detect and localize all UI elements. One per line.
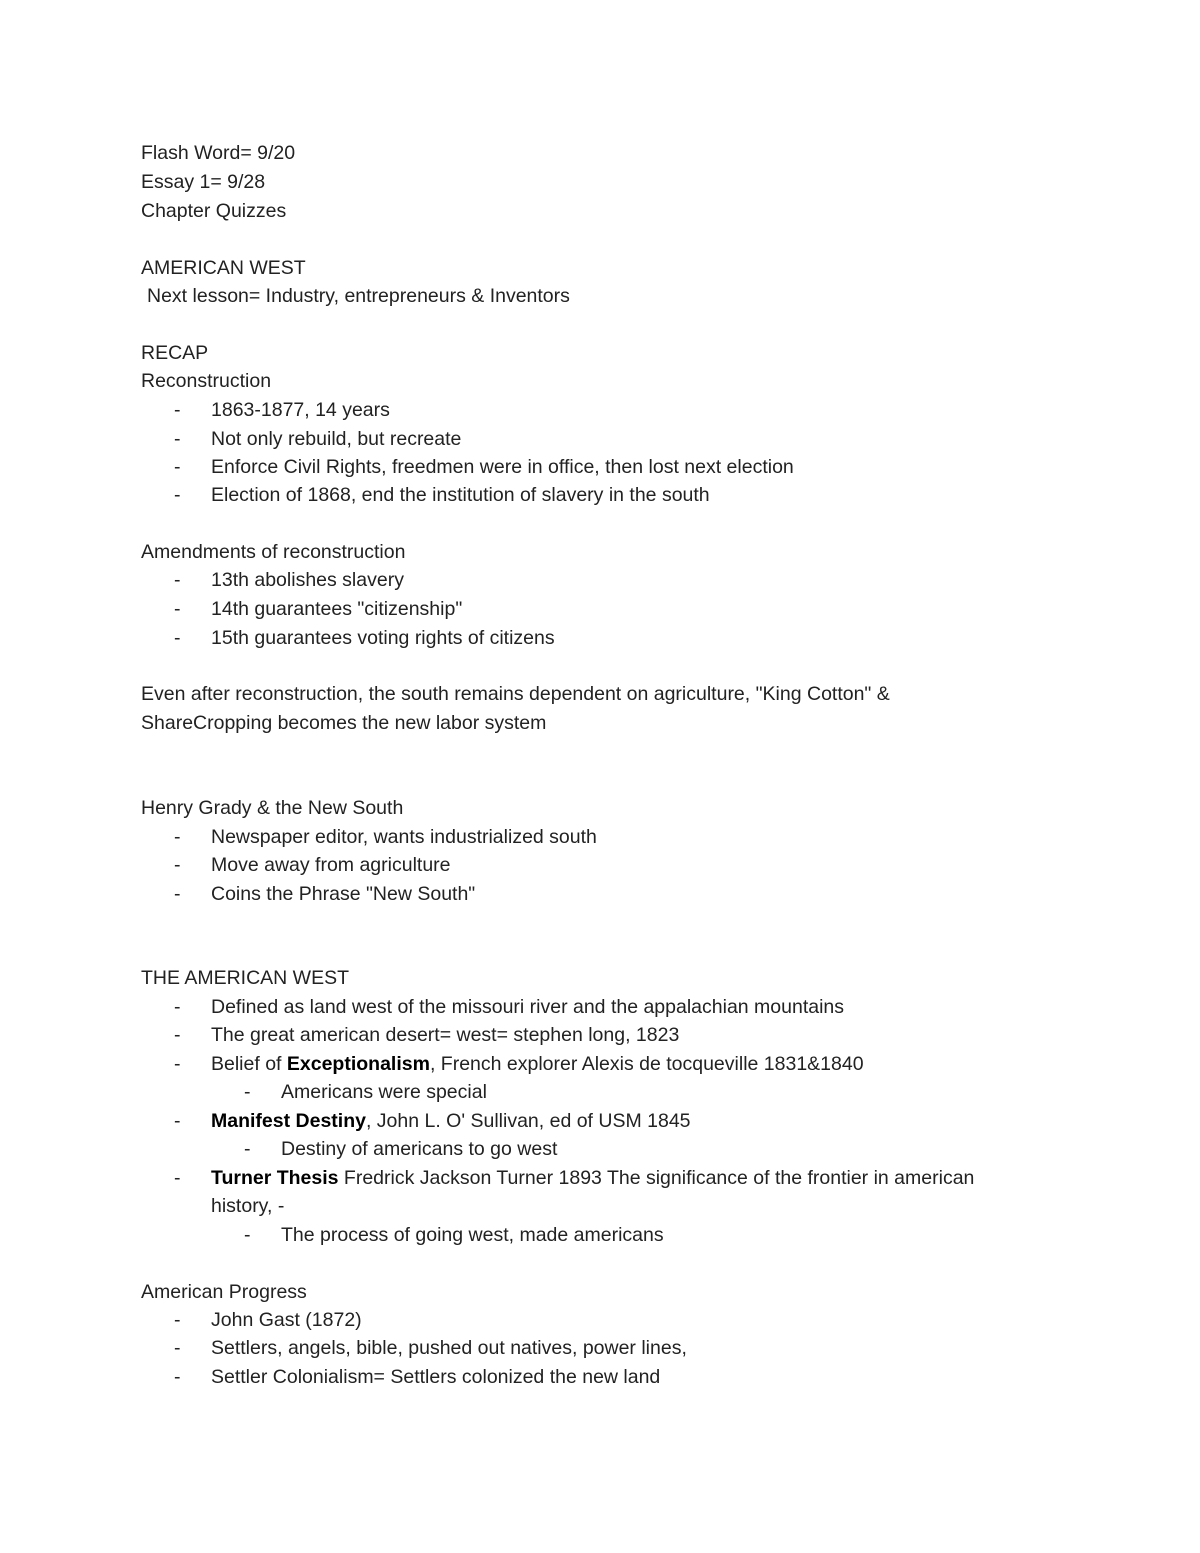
bullet-dash: -: [174, 569, 181, 591]
sub-list-item: - The process of going west, made americans: [244, 1224, 664, 1246]
list-item: - Belief of Exceptionalism, French explorer Alexis de tocqueville 1831&1840: [174, 1053, 864, 1075]
bold-term: Turner Thesis: [211, 1167, 339, 1189]
list-item: - Not only rebuild, but recreate: [174, 428, 462, 450]
bullet-dash: -: [174, 598, 181, 620]
recap-subtitle: Reconstruction: [141, 370, 272, 392]
list-item: - Move away from agriculture: [174, 854, 451, 876]
section-title-american-progress: American Progress: [141, 1281, 307, 1303]
list-item: - Turner Thesis Fredrick Jackson Turner 1893 The significance of the frontier in american: [174, 1167, 975, 1189]
bullet-dash: -: [174, 826, 181, 848]
bullet-dash: -: [174, 1366, 181, 1388]
quizzes-line: Chapter Quizzes: [141, 200, 287, 222]
bullet-dash: -: [174, 1309, 181, 1331]
list-item: - The great american desert= west= stephen long, 1823: [174, 1024, 680, 1046]
list-item: - 1863-1877, 14 years: [174, 399, 390, 421]
bold-term: Exceptionalism: [286, 1053, 430, 1075]
section-title-grady: Henry Grady & the New South: [141, 797, 404, 819]
sub-list-item: - Destiny of americans to go west: [244, 1138, 558, 1160]
paragraph-line: Even after reconstruction, the south remains dependent on agriculture, "King Cotton" &: [141, 683, 890, 705]
list-item: - 15th guarantees voting rights of citizens: [174, 627, 555, 649]
bullet-dash: -: [174, 996, 181, 1018]
bullet-dash: -: [174, 1110, 181, 1132]
list-item: - John Gast (1872): [174, 1309, 362, 1331]
list-item: - 13th abolishes slavery: [174, 569, 404, 591]
bullet-dash: -: [174, 1337, 181, 1359]
bullet-dash: -: [174, 1053, 181, 1075]
bullet-dash: -: [244, 1224, 251, 1246]
list-item: - Coins the Phrase "New South": [174, 883, 476, 905]
essay-line: Essay 1= 9/28: [141, 171, 266, 193]
section-title-american-west: AMERICAN WEST: [141, 257, 306, 279]
sub-list-item: - Americans were special: [244, 1081, 487, 1103]
list-item-continuation: history, -: [211, 1195, 285, 1217]
bullet-dash: -: [174, 1167, 181, 1189]
list-item: - Election of 1868, end the institution of slavery in the south: [174, 484, 710, 506]
bullet-dash: -: [174, 1024, 181, 1046]
bullet-dash: -: [174, 883, 181, 905]
paragraph-line: ShareCropping becomes the new labor system: [141, 712, 547, 734]
list-item: - Newspaper editor, wants industrialized south: [174, 826, 597, 848]
list-item: - Enforce Civil Rights, freedmen were in office, then lost next election: [174, 456, 794, 478]
bullet-dash: -: [174, 428, 181, 450]
next-lesson-line: Next lesson= Industry, entrepreneurs & Inventors: [147, 285, 570, 307]
list-item: - Settler Colonialism= Settlers colonized the new land: [174, 1366, 661, 1388]
bullet-dash: -: [174, 627, 181, 649]
flash-word-line: Flash Word= 9/20: [141, 142, 296, 164]
bullet-dash: -: [174, 456, 181, 478]
bullet-dash: -: [174, 854, 181, 876]
list-item: - Manifest Destiny, John L. O' Sullivan, ed of USM 1845: [174, 1110, 691, 1132]
list-item: - Defined as land west of the missouri river and the appalachian mountains: [174, 996, 845, 1018]
list-item: - Settlers, angels, bible, pushed out natives, power lines,: [174, 1337, 687, 1359]
bullet-dash: -: [244, 1138, 251, 1160]
section-title-amendments: Amendments of reconstruction: [141, 541, 406, 563]
section-title-recap: RECAP: [141, 342, 209, 364]
bold-term: Manifest Destiny: [211, 1110, 366, 1132]
bullet-dash: -: [244, 1081, 251, 1103]
section-title-the-american-west: THE AMERICAN WEST: [141, 967, 350, 989]
bullet-dash: -: [174, 399, 181, 421]
list-item: - 14th guarantees "citizenship": [174, 598, 463, 620]
bullet-dash: -: [174, 484, 181, 506]
